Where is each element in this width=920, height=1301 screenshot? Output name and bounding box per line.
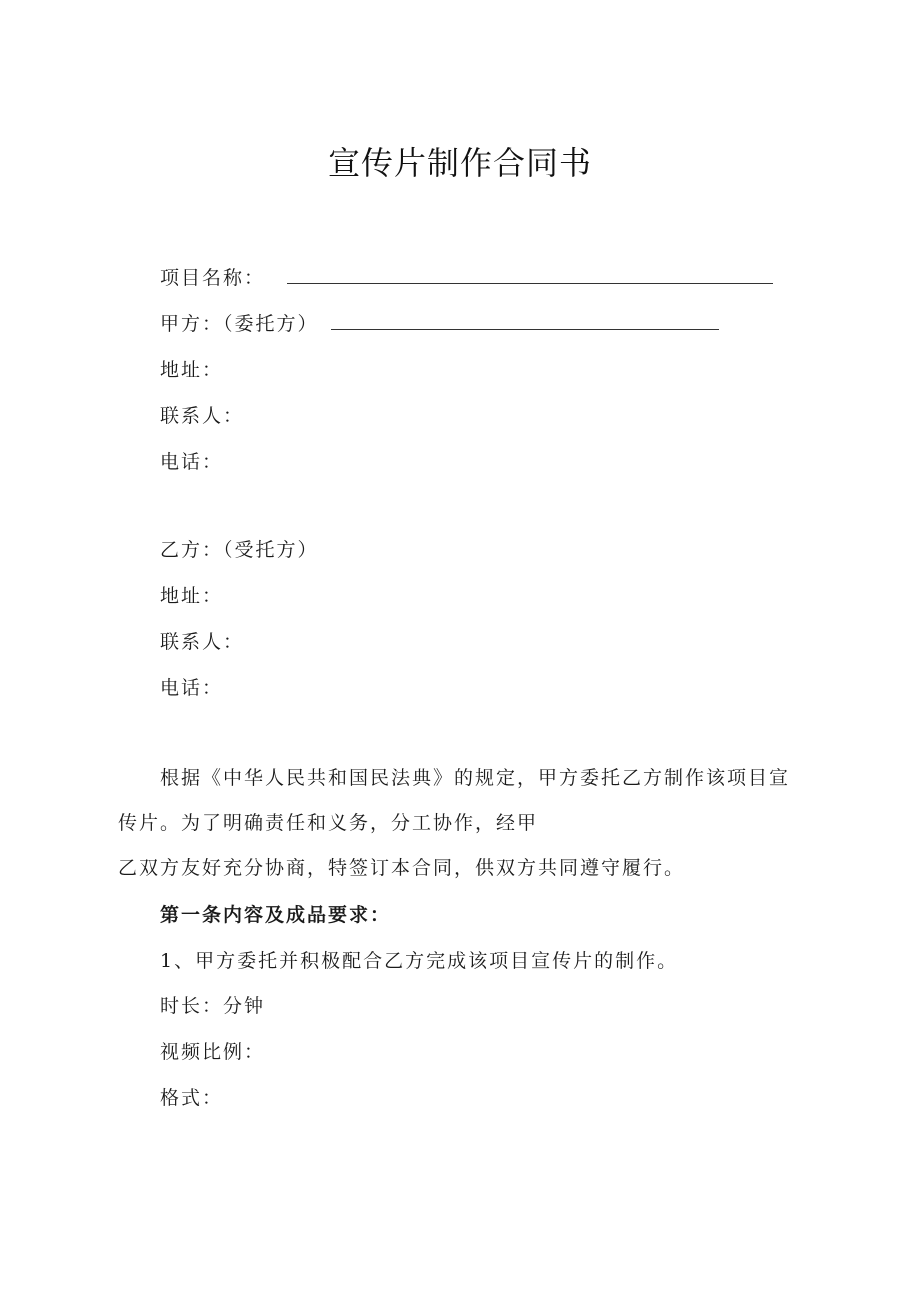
preamble-line-2: 传片。为了明确责任和义务，分工协作，经甲 xyxy=(118,812,539,834)
party-a-label: 甲方：（委托方） xyxy=(160,313,319,335)
article-1-item-1: 1、甲方委托并积极配合乙方完成该项目宣传片的制作。 xyxy=(160,950,679,972)
party-a-blank xyxy=(331,311,719,330)
document-title: 宣传片制作合同书 xyxy=(327,144,592,182)
preamble-line-3: 乙双方友好充分协商，特签订本合同，供双方共同遵守履行。 xyxy=(118,857,686,879)
format-field: 格式： xyxy=(160,1087,224,1109)
party-a-row xyxy=(160,311,719,337)
preamble-line-1: 根据《中华人民共和国民法典》的规定，甲方委托乙方制作该项目宣 xyxy=(160,767,791,789)
project-name-label: 项目名称： xyxy=(160,267,266,289)
duration-field: 时长：分钟 xyxy=(160,995,266,1017)
project-name-row xyxy=(160,265,773,291)
project-name-blank xyxy=(287,265,773,284)
party-b-contact: 联系人： xyxy=(160,631,245,653)
party-a-address: 地址： xyxy=(160,359,224,381)
party-b-phone: 电话： xyxy=(160,677,224,699)
aspect-ratio-field: 视频比例： xyxy=(160,1041,266,1063)
party-b-address: 地址： xyxy=(160,585,224,607)
party-a-contact: 联系人： xyxy=(160,405,245,427)
article-1-heading: 第一条内容及成品要求： xyxy=(160,904,392,926)
party-b-label: 乙方：（受托方） xyxy=(160,539,319,561)
party-a-phone: 电话： xyxy=(160,451,224,473)
